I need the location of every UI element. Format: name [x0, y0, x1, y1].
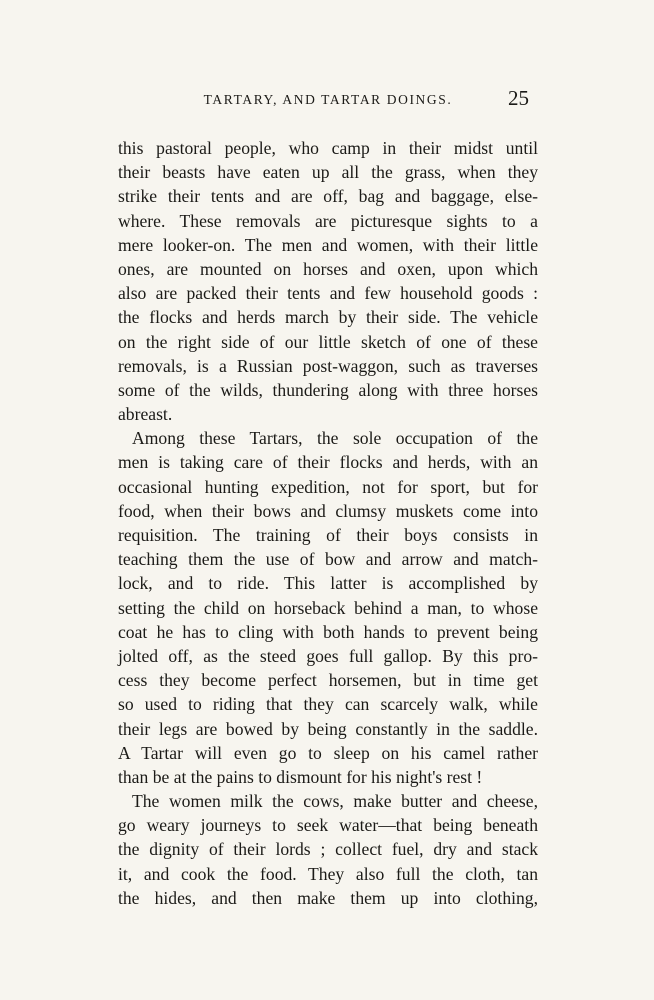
text-line: strike their tents and are off, bag and baggage, else-: [118, 186, 538, 207]
text-line: also are packed their tents and few household goods :: [118, 283, 538, 304]
text-line: setting the child on horseback behind a man, to whose: [118, 597, 538, 618]
text-line: occasional hunting expedition, not for sport, but for: [118, 476, 538, 497]
body-text: [118, 136, 538, 910]
text-line: Among these Tartars, the sole occupation of the: [132, 428, 538, 449]
text-line: it, and cook the food. They also full the cloth, tan: [118, 863, 538, 884]
text-line: some of the wilds, thundering along with three horses: [118, 379, 538, 400]
text-line: this pastoral people, who camp in their midst until: [118, 138, 538, 158]
text-line: the hides, and then make them up into clothing,: [118, 887, 538, 908]
text-line: removals, is a Russian post-waggon, such as traverses: [118, 355, 538, 376]
text-line: where. These removals are picturesque sights to a: [118, 210, 538, 231]
text-line: so used to riding that they can scarcely walk, while: [118, 694, 538, 715]
text-line: coat he has to cling with both hands to prevent being: [118, 621, 538, 642]
page-number: 25: [508, 86, 529, 110]
text-line: go weary journeys to seek water—that being beneath: [118, 815, 538, 836]
text-line: the dignity of their lords ; collect fuel, dry and stack: [118, 839, 538, 860]
text-line: their beasts have eaten up all the grass, when they: [118, 162, 538, 183]
running-title: TARTARY, AND TARTAR DOINGS.: [203, 92, 453, 107]
text-line: than be at the pains to dismount for his night's rest !: [118, 766, 483, 787]
text-line: teaching them the use of bow and arrow and match-: [118, 549, 538, 570]
text-line: the flocks and herds march by their side. The vehicle: [118, 307, 538, 328]
text-line: their legs are bowed by being constantly in the saddle.: [118, 718, 538, 739]
text-line: A Tartar will even go to sleep on his camel rather: [118, 742, 538, 763]
text-line: food, when their bows and clumsy muskets come into: [118, 500, 538, 521]
text-line: ones, are mounted on horses and oxen, upon which: [118, 258, 538, 279]
text-line: men is taking care of their flocks and herds, with an: [118, 452, 538, 473]
text-line: cess they become perfect horsemen, but in time get: [118, 670, 538, 691]
text-line: jolted off, as the steed goes full gallop. By this pro-: [118, 645, 538, 666]
text-line: on the right side of our little sketch of one of these: [118, 331, 538, 352]
text-line: requisition. The training of their boys consists in: [118, 525, 538, 545]
text-line: abreast.: [118, 404, 173, 425]
text-line: lock, and to ride. This latter is accomplished by: [118, 573, 538, 594]
text-line: mere looker-on. The men and women, with their little: [118, 234, 538, 255]
text-line: The women milk the cows, make butter and cheese,: [132, 791, 538, 812]
